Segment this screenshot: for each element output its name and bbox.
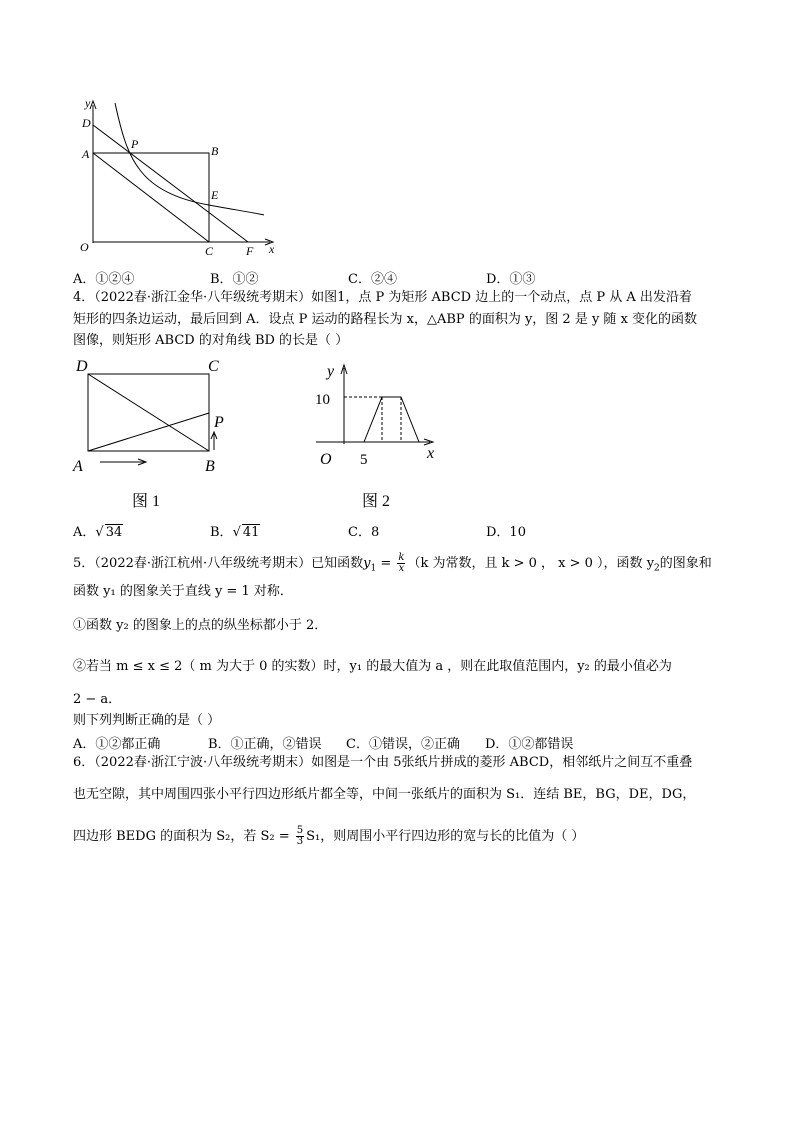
fig2-label-y: y: [327, 363, 335, 380]
q5-line-2: 函数 y₁ 的图象关于直线 y = 1 对称．: [73, 584, 293, 599]
q5-frac-num: k: [398, 552, 405, 563]
q6-fraction: [296, 826, 304, 847]
line-df: [93, 125, 248, 242]
segment-ap: [88, 413, 209, 451]
q4-option-a-radicand: 34: [105, 525, 123, 540]
q4-option-a-prefix: A．: [73, 525, 96, 540]
q5-option-d[interactable]: D．①②都错误: [485, 737, 574, 752]
q6-line-2: 也无空隙，其中周围四张小平行四边形纸片都全等，中间一张纸片的面积为 S₁．连结 BE，BG，DE，DG，: [73, 787, 696, 802]
fig1-label-B: B: [205, 458, 215, 475]
q6-frac-num: 5: [296, 825, 304, 836]
q5-y1: y: [363, 556, 371, 571]
fig2-label-10: 10: [315, 392, 330, 408]
fig1-caption: 图 1: [132, 493, 161, 510]
q5-line1-end: 的图象和: [659, 556, 712, 571]
function-graph: [364, 397, 419, 442]
q5-option-c[interactable]: C．①错误，②正确: [346, 737, 460, 752]
q3-option-b[interactable]: B．①②: [210, 272, 259, 287]
q5-fraction: [397, 553, 405, 574]
q5-statement-2-end: 2 − a．: [73, 692, 122, 707]
fig2-label-x: x: [427, 445, 435, 462]
q4-figure-1: [70, 352, 240, 512]
label-x: x: [269, 242, 275, 256]
q4-option-b[interactable]: B．√ 41: [210, 525, 260, 540]
q5-frac-den: x: [398, 563, 405, 574]
diagonal-bd: [88, 374, 209, 451]
q6-line3-start: 四边形 BEDG 的面积为 S₂，若 S₂ =: [73, 829, 294, 844]
fig1-label-C: C: [208, 358, 219, 375]
q6-frac-den: 3: [296, 836, 304, 847]
q5-y1-sub: 1: [370, 563, 377, 574]
q3-figure: [70, 95, 290, 260]
q5-intro: 5．（2022春·浙江杭州·八年级统考期末）已知函数: [73, 556, 364, 571]
q5-y2-sub: 2: [654, 563, 660, 574]
q5-ask: 则下列判断正确的是（ ）: [73, 713, 221, 728]
q4-line-2: 矩形的四条边运动，最后回到 A．设点 P 运动的路程长为 x，△ABP 的面积为 y，图 2 是 y 随 x 变化的函数: [73, 312, 698, 327]
fig1-label-A: A: [73, 458, 83, 475]
q4-option-d[interactable]: D．10: [486, 525, 526, 540]
q6-line-1: 6．（2022春·浙江宁波·八年级统考期末）如图是一个由 5张纸片拼成的菱形 ABCD，相邻纸片之间互不重叠: [73, 755, 693, 770]
q5-option-b[interactable]: B．①正确，②错误: [208, 737, 322, 752]
q5-conditions: （k 为常数，且 k > 0 ， x > 0 ），函数 y: [407, 556, 655, 571]
q6-line3-end: S₁，则周围小平行四边形的宽与长的比值为（ ）: [306, 829, 585, 844]
q4-figure-2: [310, 352, 460, 512]
line-ac: [93, 153, 209, 242]
label-E: E: [211, 188, 219, 202]
label-A: A: [82, 147, 90, 161]
q5-statement-2: ②若当 m ≤ x ≤ 2（ m 为大于 0 的实数）时，y₁ 的最大值为 a ，则在此取值范围内，y₂ 的最小值必为: [73, 659, 672, 674]
q5-eq: =: [376, 556, 396, 571]
q4-option-a[interactable]: A．√ 34: [73, 525, 123, 540]
fig1-label-P: P: [214, 414, 224, 431]
q5-statement-1: ①函数 y₂ 的图象上的点的纵坐标都小于 2．: [73, 618, 328, 633]
q3-option-c[interactable]: C．②④: [348, 272, 397, 287]
fig1-label-D: D: [76, 358, 88, 375]
q3-option-a[interactable]: A．①②④: [73, 272, 135, 287]
fig2-label-5: 5: [360, 452, 368, 468]
label-F: F: [246, 244, 254, 258]
fig2-label-O: O: [320, 451, 332, 468]
q5-line-1: [73, 553, 712, 580]
q4-line-3: 图像，则矩形 ABCD 的对角线 BD 的长是（ ）: [73, 333, 349, 348]
q4-option-b-prefix: B．: [210, 525, 233, 540]
q4-option-c[interactable]: C．8: [348, 525, 380, 540]
label-O: O: [80, 240, 89, 254]
fig2-caption: 图 2: [362, 493, 391, 510]
label-y: y: [85, 96, 91, 110]
q4-option-b-radicand: 41: [242, 525, 260, 540]
q6-line-3: [73, 824, 584, 850]
label-P: P: [131, 137, 139, 151]
q4-line-1: 4．（2022春·浙江金华·八年级统考期末）如图1，点 P 为矩形 ABCD 边上的一个动点，点 P 从 A 出发沿着: [73, 290, 692, 305]
label-D: D: [82, 116, 91, 130]
q5-option-a[interactable]: A．①②都正确: [73, 737, 161, 752]
q3-option-d[interactable]: D．①③: [486, 272, 536, 287]
label-C: C: [205, 244, 214, 258]
label-B: B: [211, 144, 219, 158]
